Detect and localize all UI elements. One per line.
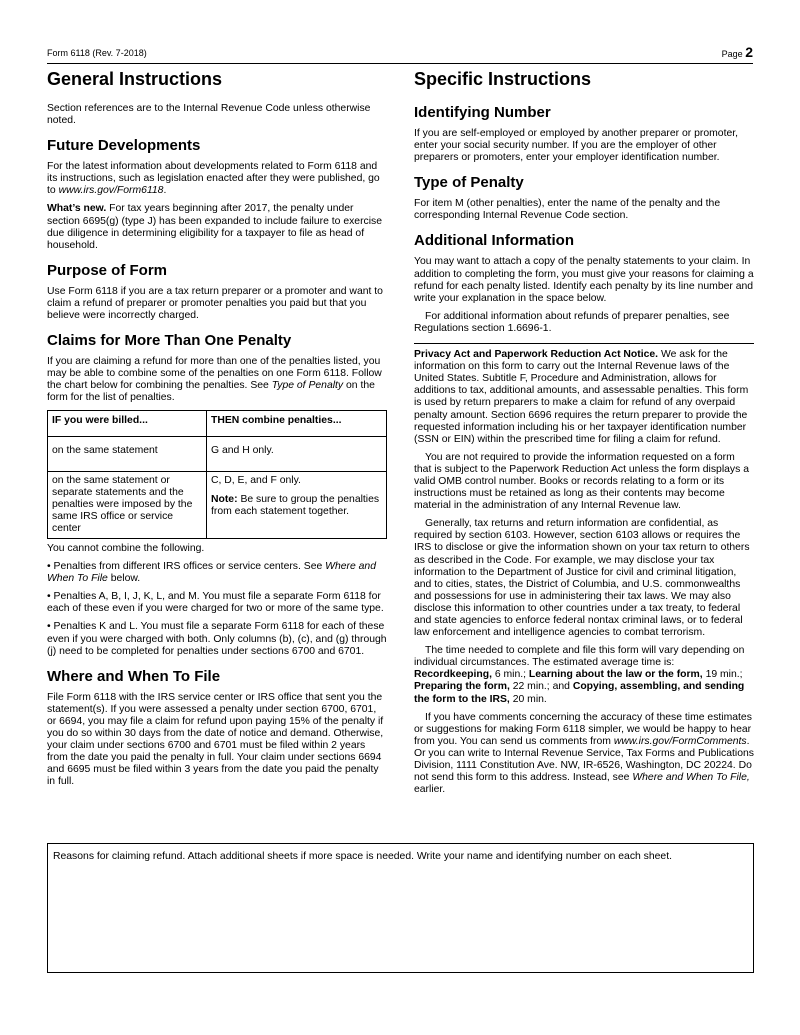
additional-information-heading: Additional Information xyxy=(414,232,574,250)
future-developments-text: For the latest information about developments related to Form 6118 and its instructions, such as legislation enacted after they were published, go to www.irs.gov/Form6118. xyxy=(47,161,380,197)
specific-instructions-title: Specific Instructions xyxy=(414,69,592,89)
additional-info-text: You may want to attach a copy of the penalty statements to your claim. In addition to completing the form, you must give your reasons for claiming a refund for each penalty listed. Identify each penalty by its line number and write your explanation in the space below. xyxy=(414,256,754,304)
left-column xyxy=(47,68,387,794)
bullet-item: • Penalties A, B, I, J, K, L, and M. You must file a separate Form 6118 for each of these even if you were charged for two or more of the same type. xyxy=(47,591,384,615)
form-id: Form 6118 (Rev. 7-2018) xyxy=(47,48,147,58)
type-of-penalty-text: For item M (other penalties), enter the name of the penalty and the corresponding Internal Revenue Code section. xyxy=(414,198,721,222)
page-number-value: 2 xyxy=(745,44,753,60)
type-of-penalty-heading: Type of Penalty xyxy=(414,174,524,192)
general-intro: Section references are to the Internal Revenue Code unless otherwise noted. xyxy=(47,103,371,127)
bullet-item: • Penalties from different IRS offices or service centers. See Where and When To File below. xyxy=(47,561,376,585)
combine-penalties-table xyxy=(47,410,387,539)
page-label: Page xyxy=(721,49,743,59)
table-header-then: THEN combine penalties... xyxy=(207,410,387,436)
table-note: Note: Be sure to group the penalties from each statement together. xyxy=(211,493,380,517)
time-estimate-text: The time needed to complete and file this form will vary depending on individual circumstances. The estimated average time is: Recordkeeping, 6 min.; Learning about the law or the form, 19 min.; Preparing the form, 22 min.; and Copying, assembling, and sending the form to the IRS, 20 min. xyxy=(414,645,745,705)
privacy-text: Privacy Act and Paperwork Reduction Act Notice. We ask for the information on this form to carry out the Internal Revenue laws of the United States. Subtitle F, Procedure and Administration, allows for additions to tax, additional amounts, and assessable penalties. This form is used by return preparers to make a claim for refund of any overpaid penalty amount. Section 6696 requires the return preparer to provide the requested information including his or her taxpayer identification number (SSN or EIN) within the prescribed time for filing a claim for refund. xyxy=(414,349,749,445)
claims-heading: Claims for More Than One Penalty xyxy=(47,332,292,350)
section-divider xyxy=(414,343,754,344)
where-when-text: File Form 6118 with the IRS service center or IRS office that sent you the statement(s). If you were assessed a penalty under section 6700, 6701, or 6694, you may file a claim for refund upon paying 15% of the penalty if you do so within 30 days from the date of notice and demand. Otherwise, your claim under sections 6700 and 6701 must be filed within 2 years from the date you paid the penalty in full. Your claim under sections 6694 and 6695 must be filed within 3 years from the date you paid the penalty in full. xyxy=(47,691,384,788)
identifying-number-text: If you are self-employed or employed by another preparer or promoter, enter your social security number. If you are the employer of other preparers or promoters, enter your employer identification number. xyxy=(414,128,739,164)
privacy-text: Generally, tax returns and return information are confidential, as required by section 6103. However, section 6103 allows or requires the IRS to disclose or give the information shown on your tax return to others as described in the Code. For example, we may disclose your tax information to the Department of Justice for civil and criminal litigation, and to cities, states, the District of Columbia, and U.S. commonwealths and possessions for use in administering their tax laws. We may also disclose this information to other countries under a tax treaty, to federal and state agencies to enforce federal nontax criminal laws, or to federal law enforcement and intelligence agencies to combat terrorism. xyxy=(414,518,750,639)
table-cell: G and H only. xyxy=(207,436,387,471)
table-row xyxy=(48,471,387,538)
page-header xyxy=(47,46,753,62)
privacy-label: Privacy Act and Paperwork Reduction Act Notice. xyxy=(414,349,659,361)
table-header-if: IF you were billed... xyxy=(48,410,207,436)
header-rule xyxy=(47,63,753,64)
purpose-heading: Purpose of Form xyxy=(47,261,168,279)
page-number xyxy=(722,45,753,61)
identifying-number-heading: Identifying Number xyxy=(414,104,551,121)
table-cell: on the same statement or separate statements and the penalties were imposed by the same IRS office or service center xyxy=(48,471,207,538)
whats-new-label: What’s new. xyxy=(47,203,107,215)
privacy-text: You are not required to provide the information requested on a form that is subject to the Paperwork Reduction Act unless the form displays a valid OMB control number. Books or records relating to a form or its instructions must be retained as long as their contents may become material in the administration of any Internal Revenue law. xyxy=(414,451,749,512)
form-comments-url: www.irs.gov/FormComments xyxy=(613,735,747,747)
general-instructions-title: General Instructions xyxy=(47,69,223,89)
where-when-heading: Where and When To File xyxy=(47,667,221,685)
cannot-combine-text: You cannot combine the following. xyxy=(47,542,205,554)
bullet-item: • Penalties K and L. You must file a separate Form 6118 for each of these even if you were charged with both. Only columns (b), (c), and (g) through (j) need to be completed for penalties under sections 6700 and 6701. xyxy=(47,621,387,657)
table-header-row xyxy=(48,410,387,436)
reasons-label: Reasons for claiming refund. Attach additional sheets if more space is needed. Write your name and identifying number on each sheet. xyxy=(53,851,672,862)
future-developments-heading: Future Developments xyxy=(47,137,201,155)
right-column xyxy=(414,68,754,802)
table-cell xyxy=(207,471,387,538)
table-cell: on the same statement xyxy=(48,436,207,471)
form6118-url: www.irs.gov/Form6118 xyxy=(58,185,164,197)
whats-new-text: What’s new. For tax years beginning after 2017, the penalty under section 6695(g) (type J) has been expanded to include failure to exercise due diligence in determining eligibility for a taxpayer to file as head of household. xyxy=(47,203,383,251)
table-row xyxy=(48,436,387,471)
comments-text: If you have comments concerning the accuracy of these time estimates or suggestions for making Form 6118 simpler, we would be happy to hear from you. You can send us comments from www.irs.gov/FormComments. Or you can write to Internal Revenue Service, Tax Forms and Publications Division, 1111 Constitution Ave. NW, IR-6526, Washington, DC 20224. Do not send this form to this address. Instead, see Where and When To File, earlier. xyxy=(414,711,754,796)
additional-info-text: For additional information about refunds of preparer penalties, see Regulations section 1.6696-1. xyxy=(414,310,730,334)
claims-text: If you are claiming a refund for more than one of the penalties listed, you may be able to combine some of the penalties on one Form 6118. Follow the chart below for combining the penalties. See Type of Penalty on the form for the list of penalties. xyxy=(47,356,382,404)
reasons-for-refund-field[interactable] xyxy=(47,843,754,973)
purpose-text: Use Form 6118 if you are a tax return preparer or a promoter and want to claim a refund of preparer or promoter penalties you paid but that you believe were incorrectly charged. xyxy=(47,285,383,322)
combine-cdef: C, D, E, and F only. xyxy=(211,474,301,486)
